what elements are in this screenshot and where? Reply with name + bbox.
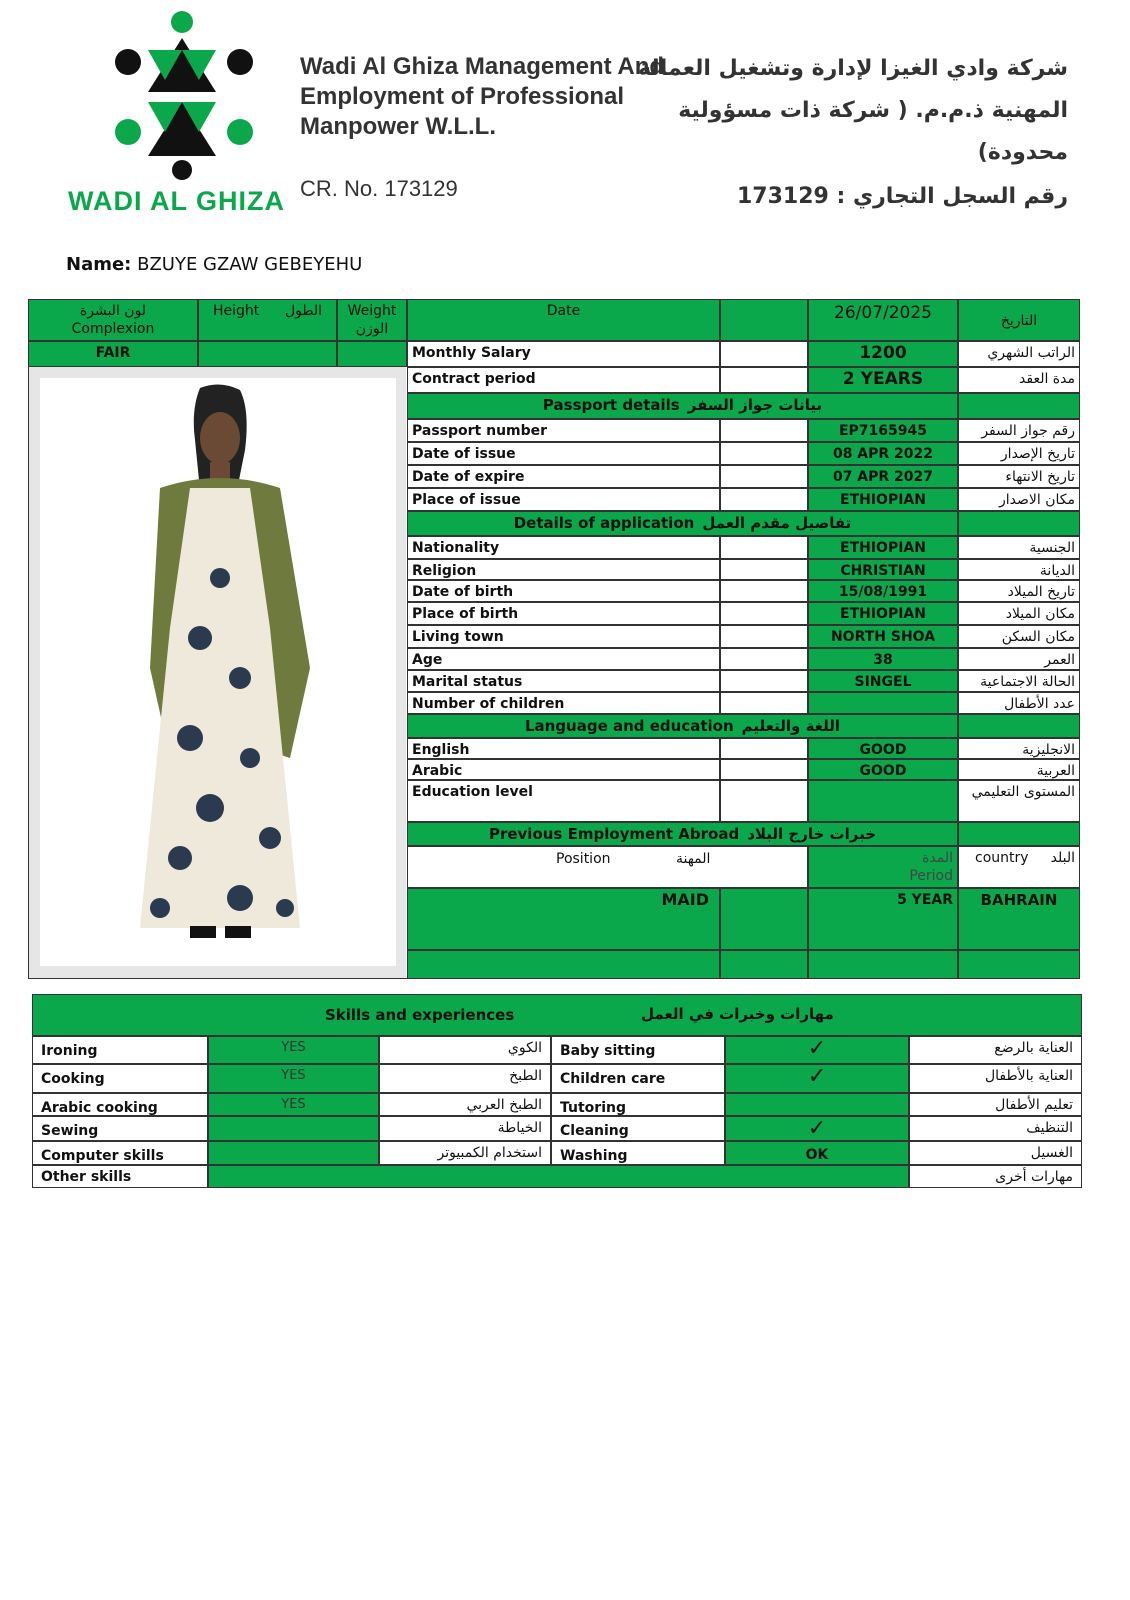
cr-number-ar: رقم السجل التجاري : 173129 [736,184,1068,209]
contract-row-spacer [720,367,808,393]
skill-ar: الخياطة [379,1116,551,1141]
language-row-ar: الانجليزية [958,738,1080,759]
other-skills-label: Other skills [32,1165,208,1188]
candidate-name [66,254,362,275]
application-row-value [808,692,958,714]
language-section-title-en: Language and education [524,717,734,735]
employment-section-title-ar-cell [958,822,1080,846]
application-row-label: Nationality [407,536,720,559]
position-en: Position [556,851,611,867]
skill-label: Computer skills [32,1141,208,1165]
skill-ar: تعليم الأطفال [909,1093,1082,1116]
passport-row-label: Place of issue [407,488,720,511]
skill-label: Tutoring [551,1093,725,1116]
name-label: Name: [66,254,132,275]
passport-row-ar: رقم جواز السفر [958,419,1080,442]
date-value: 26/07/2025 [808,299,958,341]
skill-label: Children care [551,1064,725,1093]
company-name-line: Manpower W.L.L. [300,113,496,140]
company-name-ar [638,48,1068,174]
employment-empty [958,950,1080,979]
date-ar: التاريخ [958,299,1080,341]
application-row-value: NORTH SHOA [808,625,958,648]
employment-empty [720,950,808,979]
passport-row-spacer [720,488,808,511]
salary-row-spacer [720,341,808,367]
company-name-line: Wadi Al Ghiza Management And [300,53,665,80]
language-row-value: GOOD [808,738,958,759]
complexion-en: Complexion [71,321,155,337]
complexion-header [28,299,198,341]
application-row-spacer [720,692,808,714]
date-spacer [720,299,808,341]
weight-ar: الوزن [355,321,389,337]
passport-row-spacer [720,465,808,488]
person-photo-icon [40,378,396,966]
period-value: 5 YEAR [808,888,958,950]
application-row-spacer [720,648,808,670]
employment-empty [808,950,958,979]
other-skills-ar: مهارات أخرى [909,1165,1082,1188]
skill-value: YES [208,1064,379,1093]
application-row-spacer [720,536,808,559]
application-row-value: 38 [808,648,958,670]
checkmark-icon: ✓ [725,1036,909,1064]
application-row-value: ETHIOPIAN [808,602,958,625]
skill-ar: استخدام الكمبيوتر [379,1141,551,1165]
position-header [407,846,808,888]
salary-row-value: 1200 [808,341,958,367]
passport-row-value: 07 APR 2027 [808,465,958,488]
passport-row-label: Date of issue [407,442,720,465]
language-row-spacer [720,759,808,780]
application-row-value: ETHIOPIAN [808,536,958,559]
application-row-spacer [720,602,808,625]
language-row-spacer [720,780,808,822]
application-row-spacer [720,670,808,692]
application-row-ar: تاريخ الميلاد [958,580,1080,602]
passport-row-ar: تاريخ الانتهاء [958,465,1080,488]
application-row-value: 15/08/1991 [808,580,958,602]
passport-row-value: EP7165945 [808,419,958,442]
language-row-spacer [720,738,808,759]
application-section-title-en: Details of application [513,514,695,532]
skill-value: OK [725,1141,909,1165]
application-row-ar: مكان الميلاد [958,602,1080,625]
position-value: MAID [407,888,720,950]
weight-header [337,299,407,341]
language-row-label: Arabic [407,759,720,780]
application-section-title-ar-cell [958,511,1080,536]
employment-section-title-ar: خبرات خارج البلاد [747,825,877,843]
skill-label: Sewing [32,1116,208,1141]
application-row-label: Living town [407,625,720,648]
language-row-value [808,780,958,822]
application-row-label: Place of birth [407,602,720,625]
header [0,0,1130,235]
skill-ar: العناية بالرضع [909,1036,1082,1064]
company-name-ar-line: المهنية ذ.م.م. ( شركة ذات مسؤولية [678,98,1068,123]
skill-label: Cooking [32,1064,208,1093]
employment-spacer [720,888,808,950]
language-row-label: English [407,738,720,759]
passport-row-ar: مكان الاصدار [958,488,1080,511]
skills-title-en: Skills and experiences [325,1006,515,1024]
logo-wordmark: WADI AL GHIZA [68,186,285,216]
passport-row-spacer [720,442,808,465]
application-section-title-ar: تفاصيل مقدم العمل [702,514,852,532]
skill-value [725,1093,909,1116]
contract-row-value: 2 YEARS [808,367,958,393]
checkmark-icon: ✓ [725,1064,909,1093]
passport-row-value: ETHIOPIAN [808,488,958,511]
passport-row-spacer [720,419,808,442]
skill-ar: الغسيل [909,1141,1082,1165]
application-row-value: SINGEL [808,670,958,692]
passport-section-title [407,393,958,419]
language-row-ar: العربية [958,759,1080,780]
employment-section-title [407,822,958,846]
passport-section-title-en: Passport details [542,396,680,414]
passport-row-label: Passport number [407,419,720,442]
salary-row-ar: الراتب الشهري [958,341,1080,367]
cr-number-en: CR. No. 173129 [300,176,458,201]
language-row-label: Education level [407,780,720,822]
language-section-title-ar-cell [958,714,1080,738]
application-row-label: Religion [407,559,720,580]
complexion-ar: لون البشرة [79,303,147,319]
passport-section-title-ar: بيانات جواز السفر [687,396,823,414]
checkmark-icon: ✓ [725,1116,909,1141]
language-row-value: GOOD [808,759,958,780]
skills-title-ar: مهارات وخبرات في العمل [641,1005,834,1023]
skill-value [208,1141,379,1165]
skill-ar: العناية بالأطفال [909,1064,1082,1093]
skill-ar: الكوي [379,1036,551,1064]
passport-row-ar: تاريخ الإصدار [958,442,1080,465]
period-header [808,846,958,888]
application-row-ar: الديانة [958,559,1080,580]
application-row-ar: مكان السكن [958,625,1080,648]
candidate-photo [40,378,396,966]
salary-row-label: Monthly Salary [407,341,720,367]
country-ar: البلد [1050,850,1075,866]
company-name-ar-line: شركة وادي الغيزا لإدارة وتشغيل العمالة [638,56,1068,81]
country-en: country [975,850,1029,866]
contract-row-ar: مدة العقد [958,367,1080,393]
skill-label: Cleaning [551,1116,725,1141]
skill-label: Arabic cooking [32,1093,208,1116]
weight-value [337,341,407,367]
skill-ar: الطبخ العربي [379,1093,551,1116]
company-logo-icon [100,10,270,180]
country-header [958,846,1080,888]
company-name-en [300,52,664,142]
skill-value: YES [208,1093,379,1116]
height-header [198,299,337,341]
complexion-value: FAIR [28,341,198,367]
country-value: BAHRAIN [958,888,1080,950]
skill-label: Ironing [32,1036,208,1064]
skill-label: Baby sitting [551,1036,725,1064]
period-ar: المدة [922,850,953,866]
skill-value: YES [208,1036,379,1064]
employment-empty [407,950,720,979]
skill-ar: التنظيف [909,1116,1082,1141]
skills-header [32,994,1082,1036]
language-section-title-ar: اللغة والتعليم [741,717,841,735]
skill-ar: الطبخ [379,1064,551,1093]
application-row-spacer [720,625,808,648]
application-row-ar: الجنسية [958,536,1080,559]
skill-value [208,1116,379,1141]
company-name-ar-line: محدودة) [977,140,1068,165]
contract-row-label: Contract period [407,367,720,393]
application-row-value: CHRISTIAN [808,559,958,580]
position-ar: المهنة [676,851,711,867]
skill-label: Washing [551,1141,725,1165]
passport-row-label: Date of expire [407,465,720,488]
application-row-ar: عدد الأطفال [958,692,1080,714]
application-section-title [407,511,958,536]
application-row-label: Marital status [407,670,720,692]
application-row-ar: العمر [958,648,1080,670]
application-row-label: Age [407,648,720,670]
application-row-label: Number of children [407,692,720,714]
period-en: Period [909,868,953,884]
height-ar: الطول [284,303,322,319]
passport-section-title-ar-cell [958,393,1080,419]
language-section-title [407,714,958,738]
date-label: Date [407,299,720,341]
application-row-spacer [720,559,808,580]
application-row-spacer [720,580,808,602]
language-row-ar: المستوى التعليمي [958,780,1080,822]
passport-row-value: 08 APR 2022 [808,442,958,465]
application-row-label: Date of birth [407,580,720,602]
height-value [198,341,337,367]
other-skills-value [208,1165,909,1188]
application-row-ar: الحالة الاجتماعية [958,670,1080,692]
company-name-line: Employment of Professional [300,83,625,110]
name-value: BZUYE GZAW GEBEYEHU [137,254,363,275]
height-en: Height [213,303,260,319]
weight-en: Weight [347,303,397,319]
employment-section-title-en: Previous Employment Abroad [488,825,740,843]
